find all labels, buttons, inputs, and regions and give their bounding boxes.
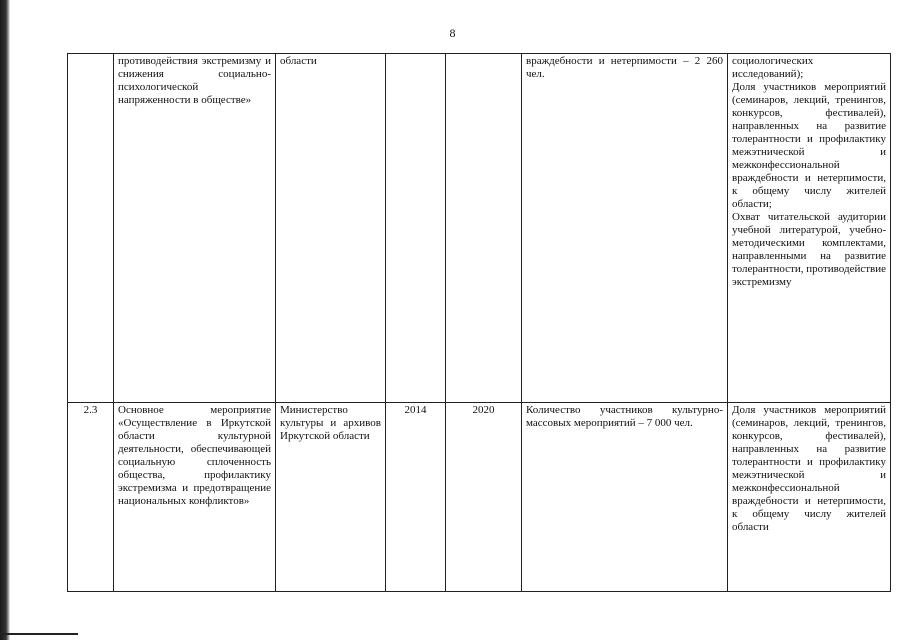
cell-start-year [386,54,446,403]
page-number: 8 [449,26,456,40]
scan-edge-shadow [0,0,10,640]
cell-end-year [446,54,522,403]
cell-activity-name: Основное мероприятие «Осуществление в Иркутской области культурной деятельности, обеспечивающей социальную сплоченность общества, профилактику экстремизма и предотвращение национальных конфликтов» [114,403,276,592]
cell-number: 2.3 [68,403,114,592]
indicator-text: Доля участников мероприятий (семинаров, лекций, тренингов, конкурсов, фестивалей), направленных на развитие толерантности и профилактику межэтнической и межконфессиональной враждебности и нетерпимости, к общему числу жителей области [732,404,886,533]
indicator-text: Доля участников мероприятий (семинаров, лекций, тренингов, конкурсов, фестивалей), направленных на развитие толерантности и профилактику межэтнической и межконфессиональной враждебности и нетерпимости, к общему числу жителей области; [732,81,886,210]
indicator-text: социологических исследований); [732,55,814,80]
cell-expected-result: Количество участников культурно-массовых мероприятий – 7 000 чел. [522,403,728,592]
indicator-text: Охват читательской аудитории учебной литературой, учебно-методическими комплектами, направленными на развитие толерантности, противодействие экстремизму [732,211,886,288]
program-table [67,53,891,592]
cell-indicators [728,403,891,592]
cell-start-year: 2014 [386,403,446,592]
scan-bottom-mark [0,633,78,635]
table-row [68,403,891,592]
cell-number [68,54,114,403]
cell-executor: Министерство культуры и архивов Иркутской области [276,403,386,592]
cell-executor: области [276,54,386,403]
cell-activity-name: противодействия экстремизму и снижения социально-психологической напряженности в обществе» [114,54,276,403]
cell-end-year: 2020 [446,403,522,592]
table-row [68,54,891,403]
cell-indicators [728,54,891,403]
cell-expected-result: враждебности и нетерпимости – 2 260 чел. [522,54,728,403]
